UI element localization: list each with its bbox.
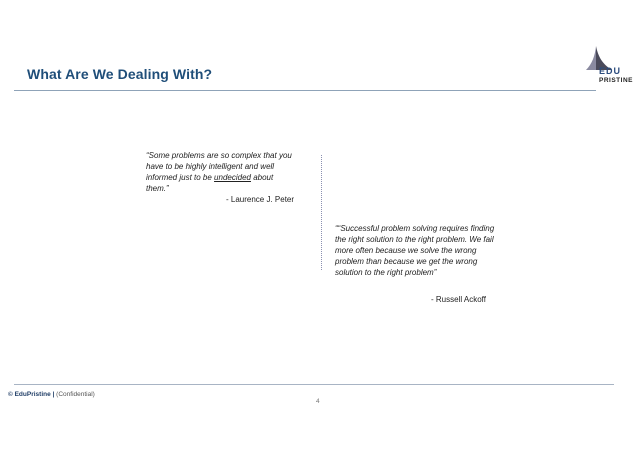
- quote-peter-author: - Laurence J. Peter: [226, 195, 295, 204]
- quote-peter: [146, 150, 296, 194]
- page-number: 4: [316, 398, 320, 405]
- footer-brand: © EduPristine: [8, 391, 51, 398]
- quote-divider: [321, 155, 322, 270]
- logo-text-edu: EDU: [599, 66, 622, 76]
- logo-text-pristine: PRISTINE: [599, 77, 633, 84]
- quote-ackoff: ““Successful problem solving requires finding the right solution to the right problem. We fail more often because we solve the wrong problem than because we get the wrong solution to the right problem”: [335, 224, 495, 277]
- title-divider: [14, 90, 596, 91]
- quote-peter-text-before: “Some problems are so complex that you have to be highly intelligent and well informed just to be: [146, 151, 292, 182]
- quote-peter-text-after: about them.”: [146, 173, 274, 193]
- quote-ackoff-author: - Russell Ackoff: [431, 295, 486, 304]
- slide-title: What Are We Dealing With?: [27, 66, 213, 82]
- quote-peter-underlined-word: undecided: [214, 173, 251, 182]
- footer-separator: |: [52, 391, 55, 398]
- footer-copyright: [8, 391, 95, 398]
- footer-divider: [14, 384, 614, 385]
- edupristine-logo: [578, 44, 633, 92]
- footer-confidential: (Confidential): [56, 391, 95, 398]
